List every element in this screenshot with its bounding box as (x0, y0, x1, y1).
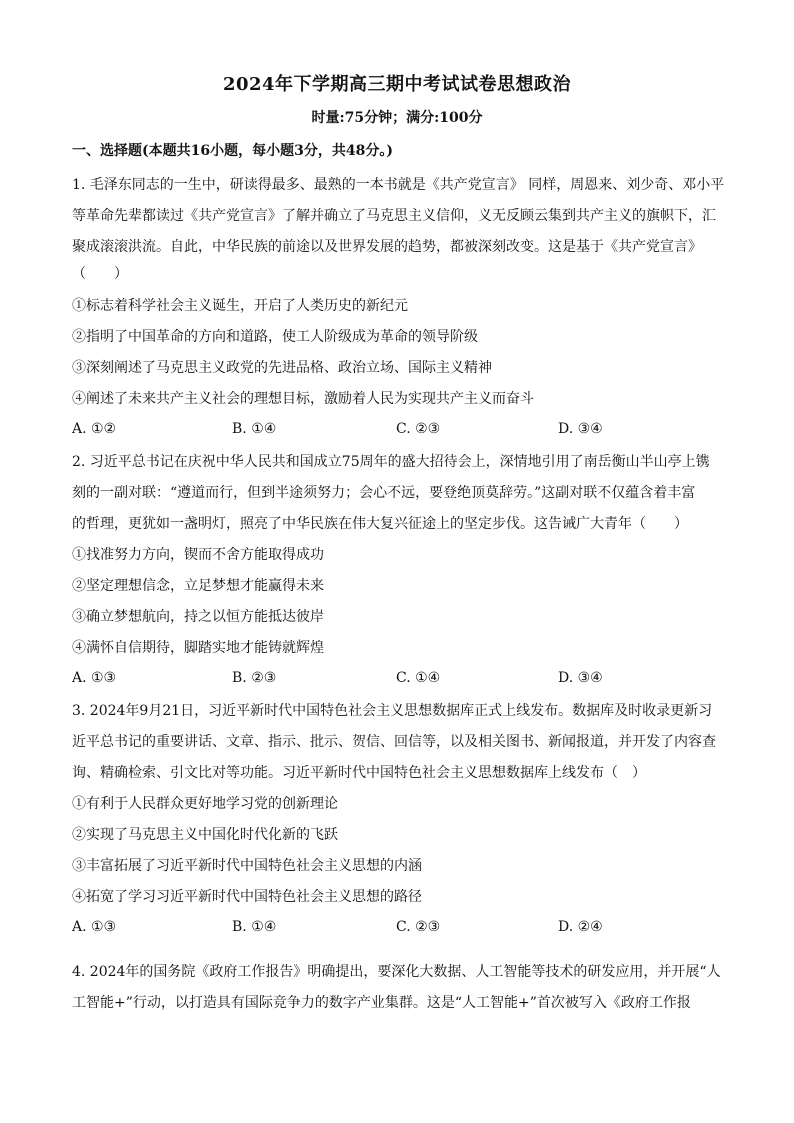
question-2-option: ①找准努力方向，锲而不舍方能取得成功 (72, 547, 324, 563)
choice-c: C. ①④ (396, 670, 441, 686)
page-title: 2024年下学期高三期中考试试卷思想政治 (222, 74, 572, 95)
question-1-stem: 聚成滚滚洪流。自此，中华民族的前途以及世界发展的趋势，都被深刻改变。这是基于《共产党宣言》 (72, 239, 702, 255)
question-3-option: ④拓宽了学习习近平新时代中国特色社会主义思想的路径 (72, 889, 422, 905)
section-heading: 一、选择题(本题共16小题，每小题3分，共48分。) (72, 143, 393, 159)
question-2-stem: 刻的一副对联：“遵道而行，但到半途须努力；会心不远，要登绝顶莫辞劳。”这副对联不仅蕴含着丰富 (72, 485, 696, 501)
question-2-stem: 的哲理，更犹如一盏明灯，照亮了中华民族在伟大复兴征途上的坚定步伐。这告诫广大青年（ ） (72, 516, 688, 532)
choice-d: D. ②④ (558, 919, 603, 935)
choice-b: B. ①④ (232, 919, 277, 935)
question-1-option: ①标志着科学社会主义诞生，开启了人类历史的新纪元 (72, 298, 408, 314)
choice-d: D. ③④ (558, 670, 603, 686)
choice-c: C. ②③ (396, 421, 441, 437)
choice-b: B. ①④ (232, 421, 277, 437)
exam-time-score: 时量:75分钟；满分:100分 (311, 110, 483, 126)
question-1-option: ③深刻阐述了马克思主义政党的先进品格、政治立场、国际主义精神 (72, 360, 492, 376)
question-1-stem: 1. 毛泽东同志的一生中，研读得最多、最熟的一本书就是《共产党宣言》 同样，周恩来、刘少奇、邓小平 (72, 177, 725, 193)
question-3-option: ①有利于人民群众更好地学习党的创新理论 (72, 796, 338, 812)
question-3-option: ③丰富拓展了习近平新时代中国特色社会主义思想的内涵 (72, 858, 422, 874)
question-3-option: ②实现了马克思主义中国化时代化新的飞跃 (72, 827, 338, 843)
question-2-option: ③确立梦想航向，持之以恒方能抵达彼岸 (72, 609, 324, 625)
question-2-stem: 2. 习近平总书记在庆祝中华人民共和国成立75周年的盛大招待会上，深情地引用了南岳衡山半山亭上镌 (72, 454, 710, 470)
choice-a: A. ①③ (72, 670, 117, 686)
question-2-option: ④满怀自信期待，脚踏实地才能铸就辉煌 (72, 640, 324, 656)
choice-c: C. ②③ (396, 919, 441, 935)
question-3-stem: 近平总书记的重要讲话、文章、指示、批示、贺信、回信等，以及相关图书、新闻报道，并开发了内容查 (72, 734, 716, 750)
question-1-option: ②指明了中国革命的方向和道路，使工人阶级成为革命的领导阶级 (72, 329, 478, 345)
question-1-choices (72, 421, 732, 441)
question-1-option: ④阐述了未来共产主义社会的理想目标，激励着人民为实现共产主义而奋斗 (72, 391, 534, 407)
choice-b: B. ②③ (232, 670, 277, 686)
question-3-stem: 询、精确检索、引文比对等功能。习近平新时代中国特色社会主义思想数据库上线发布（ ） (72, 765, 646, 781)
question-1-stem: 等革命先辈都读过《共产党宣言》了解并确立了马克思主义信仰，义无反顾云集到共产主义的旗帜下，汇 (72, 208, 716, 224)
question-1-stem: （ ） (72, 266, 128, 282)
choice-d: D. ③④ (558, 421, 603, 437)
choice-a: A. ①③ (72, 919, 117, 935)
question-3-stem: 3. 2024年9月21日，习近平新时代中国特色社会主义思想数据库正式上线发布。数据库及时收录更新习 (72, 703, 713, 719)
question-3-choices (72, 919, 732, 939)
question-2-choices (72, 670, 732, 690)
question-2-option: ②坚定理想信念，立足梦想才能赢得未来 (72, 578, 324, 594)
choice-a: A. ①② (72, 421, 117, 437)
question-4-stem: 工智能+”行动，以打造具有国际竞争力的数字产业集群。这是“人工智能+”首次被写入《政府工作报 (72, 995, 691, 1011)
question-4-stem: 4. 2024年的国务院《政府工作报告》明确提出，要深化大数据、人工智能等技术的研发应用，并开展“人 (72, 964, 721, 980)
